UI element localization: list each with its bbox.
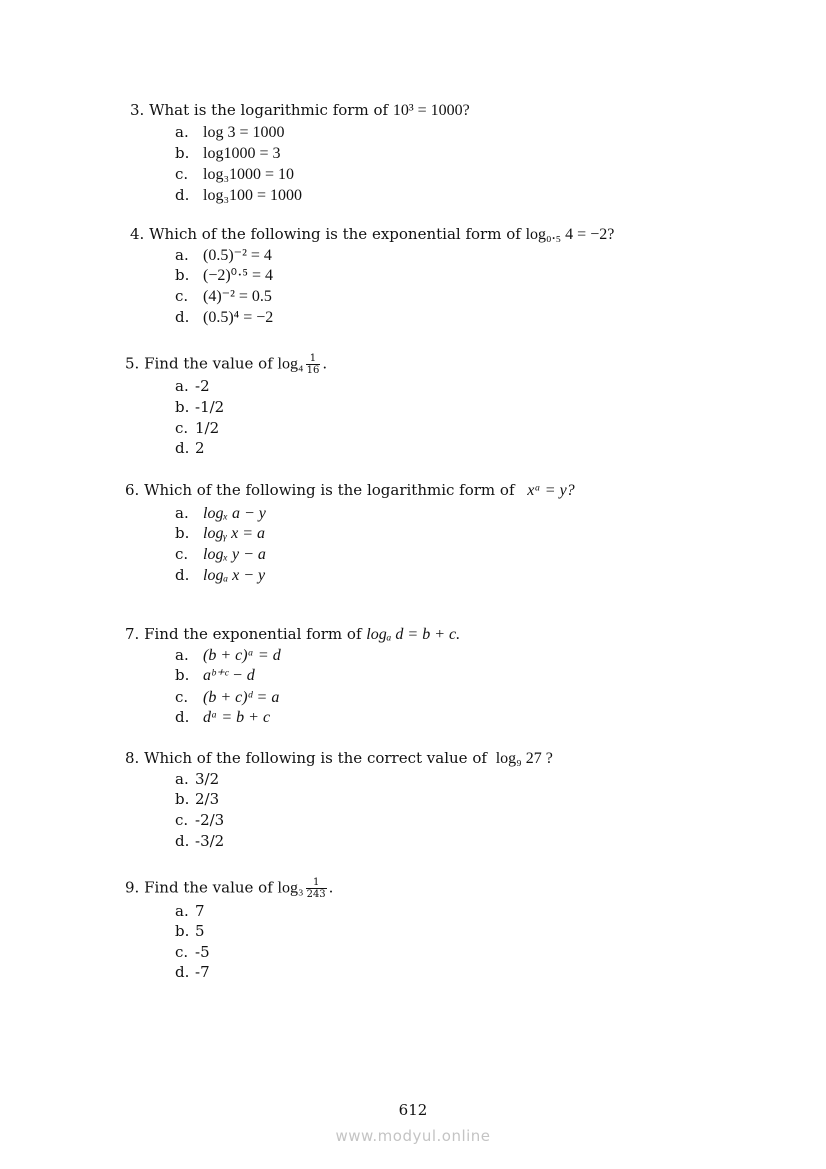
option-label: b. — [175, 266, 190, 284]
option-label: d. — [175, 186, 190, 204]
question-number: 5. — [125, 354, 140, 373]
option-text: (b + c)ᵈ = a — [203, 689, 280, 706]
option-label: c. — [175, 287, 189, 305]
watermark: www.modyul.online — [335, 1127, 491, 1145]
question-number: 4. — [130, 225, 145, 243]
question-number: 8. — [125, 749, 140, 767]
option-3d — [175, 186, 302, 205]
question-text: Which of the following is the exponential form of — [149, 225, 521, 243]
option-4c — [175, 287, 272, 306]
option-text: (b + c)ᵃ = d — [203, 647, 281, 664]
option-label: a. — [175, 770, 189, 788]
option-7c — [175, 688, 279, 707]
log-base: log₄ — [277, 355, 304, 373]
option-4b — [175, 266, 273, 285]
option-9d — [175, 963, 210, 981]
option-text: log1000 = 3 — [203, 145, 281, 162]
option-label: c. — [175, 545, 189, 563]
option-8c — [175, 811, 224, 829]
option-5a — [175, 377, 210, 395]
question-end: . — [322, 354, 328, 373]
option-text: -7 — [195, 963, 210, 981]
option-6b — [175, 524, 265, 543]
option-9a — [175, 902, 205, 920]
option-4d — [175, 308, 273, 327]
question-6 — [125, 481, 575, 500]
option-text: 5 — [195, 922, 205, 940]
fraction-denominator: 16 — [306, 365, 320, 376]
fraction-numerator: 1 — [306, 353, 321, 365]
log-base: log₃ — [277, 879, 304, 897]
fraction — [306, 877, 327, 900]
option-label: d. — [175, 566, 190, 584]
question-expression: log₀.₅ 4 = −2? — [525, 226, 615, 243]
question-end: . — [328, 878, 334, 897]
option-text: 1/2 — [195, 419, 220, 437]
page-number: 612 — [398, 1101, 428, 1119]
option-label: a. — [175, 246, 189, 264]
option-label: d. — [175, 708, 190, 726]
option-text: (0.5)⁻² = 4 — [203, 247, 272, 264]
option-text: log₃100 = 1000 — [203, 187, 303, 204]
question-expression: 10³ = 1000? — [392, 102, 470, 119]
option-label: d. — [175, 308, 190, 326]
question-number: 9. — [125, 878, 140, 897]
option-label: b. — [175, 790, 190, 808]
question-number: 7. — [125, 625, 140, 643]
option-text: 2 — [195, 439, 205, 457]
option-8d — [175, 832, 224, 850]
option-text: logᵧ x = a — [203, 525, 266, 542]
option-label: a. — [175, 377, 189, 395]
option-label: c. — [175, 419, 189, 437]
question-expression: logₐ d = b + c. — [366, 626, 461, 643]
option-4a — [175, 246, 272, 265]
option-8a — [175, 770, 219, 788]
option-5b — [175, 398, 224, 416]
option-8b — [175, 790, 219, 808]
option-9b — [175, 922, 205, 940]
option-text: -5 — [195, 943, 210, 961]
option-label: a. — [175, 646, 189, 664]
question-text: Find the exponential form of — [144, 625, 362, 643]
fraction-numerator: 1 — [306, 877, 327, 889]
option-label: b. — [175, 666, 190, 684]
option-label: d. — [175, 832, 190, 850]
option-label: c. — [175, 943, 189, 961]
question-number: 3. — [130, 101, 145, 119]
question-7 — [125, 625, 460, 644]
option-text: log 3 = 1000 — [203, 124, 285, 141]
option-text: dᵃ = b + c — [203, 709, 271, 726]
option-label: d. — [175, 963, 190, 981]
option-7a — [175, 646, 281, 665]
option-3a — [175, 123, 284, 142]
option-label: c. — [175, 688, 189, 706]
option-text: 7 — [195, 902, 205, 920]
question-text: Find the value of — [144, 878, 273, 897]
option-3b — [175, 144, 280, 163]
option-text: 3/2 — [195, 770, 220, 788]
question-text: Which of the following is the correct value of — [144, 749, 487, 767]
option-7d — [175, 708, 270, 727]
question-text: Which of the following is the logarithmic form of — [144, 481, 515, 499]
option-6d — [175, 566, 265, 585]
question-expression: log₉ 27 ? — [495, 750, 553, 767]
option-5d — [175, 439, 205, 457]
question-9 — [125, 877, 333, 900]
option-text: -1/2 — [195, 398, 225, 416]
option-5c — [175, 419, 219, 437]
option-6a — [175, 504, 266, 523]
fraction — [306, 353, 321, 376]
option-text: logₐ x − y — [203, 567, 266, 584]
option-text: aᵇ⁺ᶜ − d — [203, 667, 255, 684]
option-text: (4)⁻² = 0.5 — [203, 288, 272, 305]
option-label: a. — [175, 123, 189, 141]
option-label: d. — [175, 439, 190, 457]
option-label: c. — [175, 165, 189, 183]
option-label: b. — [175, 398, 190, 416]
option-text: -2/3 — [195, 811, 225, 829]
option-label: b. — [175, 524, 190, 542]
option-label: b. — [175, 144, 190, 162]
question-4 — [130, 225, 614, 244]
option-text: log₃1000 = 10 — [203, 166, 295, 183]
option-text: (−2)⁰·⁵ = 4 — [203, 267, 274, 284]
question-text: What is the logarithmic form of — [149, 101, 389, 119]
option-9c — [175, 943, 210, 961]
question-number: 6. — [125, 481, 140, 499]
option-7b — [175, 666, 255, 685]
option-text: logₓ y − a — [203, 546, 266, 563]
option-3c — [175, 165, 294, 184]
question-8 — [125, 749, 553, 768]
question-5 — [125, 353, 327, 376]
option-text: (0.5)⁴ = −2 — [203, 309, 274, 326]
question-3 — [130, 101, 470, 120]
option-text: 2/3 — [195, 790, 220, 808]
option-label: a. — [175, 504, 189, 522]
fraction-denominator: 243 — [306, 889, 326, 900]
question-text: Find the value of — [144, 354, 273, 373]
option-label: c. — [175, 811, 189, 829]
option-text: logₓ a − y — [203, 505, 266, 522]
question-expression: xᵃ = y? — [527, 482, 575, 499]
option-text: -2 — [195, 377, 210, 395]
option-6c — [175, 545, 266, 564]
option-text: -3/2 — [195, 832, 225, 850]
option-label: a. — [175, 902, 189, 920]
option-label: b. — [175, 922, 190, 940]
